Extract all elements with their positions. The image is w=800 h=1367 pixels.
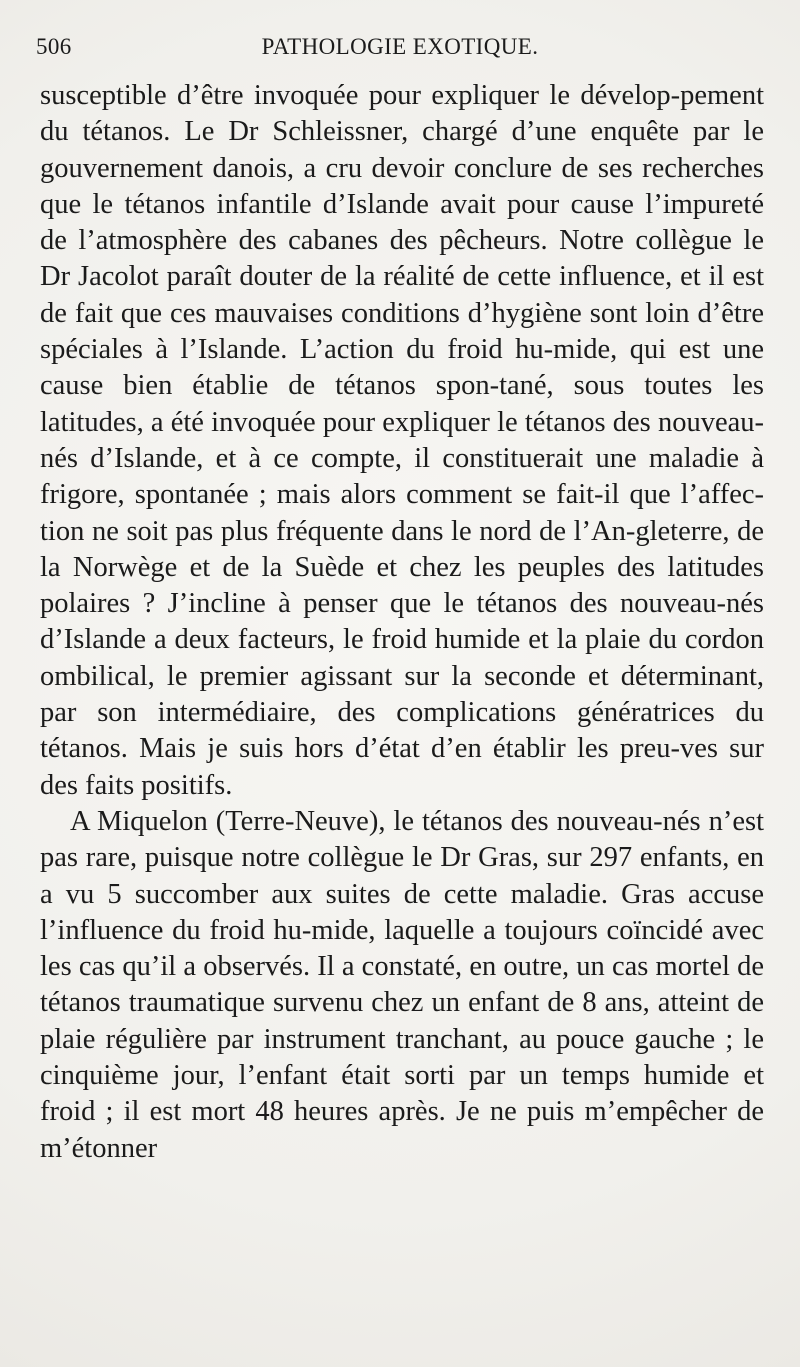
paragraph-2: A Miquelon (Terre-Neuve), le tétanos des nouveau-nés n’est pas rare, puisque notre collègue le Dr Gras, sur 297 enfants, en a vu 5 succomber aux suites de cette maladie. Gras accuse l’influence du froid hu-mide, laquelle a toujours coïncidé avec les cas qu’il a observés. Il a constaté, en outre, un cas mortel de tétanos traumatique survenu chez un enfant de 8 ans, atteint de plaie régulière par instrument tranchant, au pouce gauche ; le cinquième jour, l’enfant était sorti par un temps humide et froid ; il est mort 48 heures après. Je ne puis m’empêcher de m’étonner <box>40 805 764 1164</box>
paragraph-1: susceptible d’être invoquée pour expliquer le dévelop-pement du tétanos. Le Dr Schleissner, chargé d’une enquête par le gouvernement danois, a cru devoir conclure de ses recherches que le tétanos infantile d’Islande avait pour cause l’impureté de l’atmosphère des cabanes des pêcheurs. Notre collègue le Dr Jacolot paraît douter de la réalité de cette influence, et il est de fait que ces mauvaises conditions d’hygiène sont loin d’être spéciales à l’Islande. L’action du froid hu-mide, qui est une cause bien établie de tétanos spon-tané, sous toutes les latitudes, a été invoquée pour expliquer le tétanos des nouveau-nés d’Islande, et à ce compte, il constituerait une maladie à frigore, spontanée ; mais alors comment se fait-il que l’affec-tion ne soit pas plus fréquente dans le nord de l’An-gleterre, de la Norwège et de la Suède et chez les peuples des latitudes polaires ? J’incline à penser que le tétanos des nouveau-nés d’Islande a deux facteurs, le froid humide et la plaie du cordon ombilical, le premier agissant sur la seconde et déterminant, par son intermédiaire, des complications génératrices du tétanos. Mais je suis hors d’état d’en établir les preu-ves sur des faits positifs. <box>40 80 764 801</box>
page-number: 506 <box>36 34 72 59</box>
running-title: PATHOLOGIE EXOTIQUE. <box>261 34 539 59</box>
page-header <box>36 34 764 74</box>
body-text <box>40 78 764 1167</box>
